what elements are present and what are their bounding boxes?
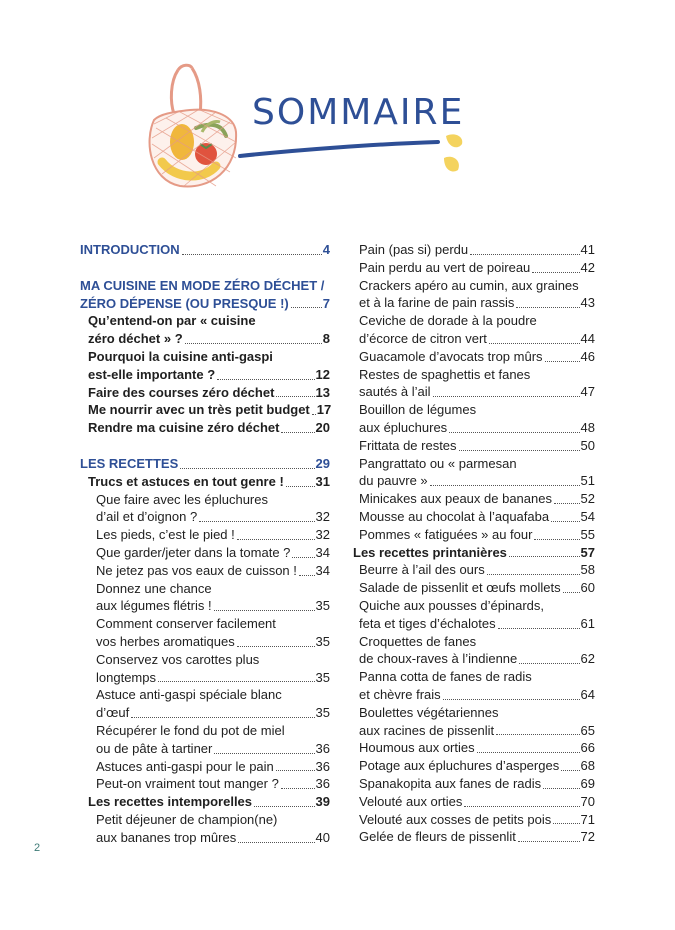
toc-label: Faire des courses zéro déchet xyxy=(88,384,275,400)
toc-page-number: 43 xyxy=(580,295,595,311)
dot-leader xyxy=(518,841,580,842)
toc-label: Pommes « fatiguées » au four xyxy=(359,526,533,542)
toc-label: d’œuf xyxy=(96,705,130,721)
toc-page-number: 31 xyxy=(315,473,330,489)
toc-item-line1[interactable]: Astuce anti-gaspi spéciale blanc xyxy=(96,687,282,703)
toc-label: Frittata de restes xyxy=(359,437,457,453)
dot-leader xyxy=(180,468,314,469)
toc-item[interactable] xyxy=(80,740,330,758)
toc-label: et chèvre frais xyxy=(359,686,441,702)
toc-page-number: 35 xyxy=(315,669,330,685)
toc-item[interactable] xyxy=(353,775,595,793)
toc-item[interactable] xyxy=(353,722,595,740)
toc-item-line1[interactable]: Comment conserver facilement xyxy=(96,616,276,632)
dot-leader xyxy=(214,610,315,611)
dot-leader xyxy=(449,432,579,433)
dot-leader xyxy=(217,379,314,380)
toc-page-number: 34 xyxy=(315,562,330,578)
toc-label: INTRODUCTION xyxy=(80,242,180,257)
toc-page-number: 57 xyxy=(580,544,595,560)
toc-item-line1[interactable]: Quiche aux pousses d’épinards, xyxy=(359,597,545,613)
toc-page-number: 35 xyxy=(315,633,330,649)
toc-item[interactable] xyxy=(80,758,330,776)
dot-leader xyxy=(292,557,314,558)
toc-label: longtemps xyxy=(96,669,156,685)
dot-leader xyxy=(496,734,579,735)
dot-leader xyxy=(554,503,580,504)
toc-label: Ne jetez pas vos eaux de cuisson ! xyxy=(96,562,297,578)
dot-leader xyxy=(281,788,315,789)
toc-item[interactable] xyxy=(80,508,330,526)
toc-item[interactable] xyxy=(353,828,595,846)
page-number: 2 xyxy=(34,842,41,854)
dot-leader xyxy=(477,752,580,753)
toc-item[interactable] xyxy=(353,526,595,544)
toc-section-recettes[interactable] xyxy=(80,455,330,473)
toc-page-number: 47 xyxy=(580,384,595,400)
toc-subsection-intemporelles[interactable] xyxy=(80,793,330,811)
dot-leader xyxy=(185,343,322,344)
mesh-bag-of-vegetables-icon xyxy=(140,62,250,192)
toc-item[interactable] xyxy=(353,579,595,597)
toc-label: Velouté aux orties xyxy=(359,793,463,809)
toc-item[interactable] xyxy=(80,330,330,348)
toc-page-number: 69 xyxy=(580,775,595,791)
toc-item[interactable] xyxy=(353,437,595,455)
toc-page-number: 70 xyxy=(580,793,595,809)
toc-entry-introduction[interactable] xyxy=(80,241,330,259)
toc-label: Mousse au chocolat à l’aquafaba xyxy=(359,508,550,524)
toc-section-cuisine-line1[interactable]: MA CUISINE EN MODE ZÉRO DÉCHET / xyxy=(80,277,325,293)
dot-leader xyxy=(182,254,322,255)
toc-item-line1[interactable]: Qu’entend-on par « cuisine xyxy=(88,313,256,329)
toc-item[interactable] xyxy=(80,384,330,402)
toc-label: Guacamole d’avocats trop mûrs xyxy=(359,348,543,364)
toc-label: Gelée de fleurs de pissenlit xyxy=(359,829,516,845)
toc-page-number: 35 xyxy=(315,598,330,614)
toc-item[interactable] xyxy=(80,366,330,384)
toc-item[interactable] xyxy=(80,669,330,687)
dot-leader xyxy=(551,521,579,522)
dot-leader xyxy=(545,361,580,362)
dot-leader xyxy=(237,646,315,647)
toc-item-line1[interactable]: Crackers apéro au cumin, aux graines xyxy=(359,277,579,293)
toc-item[interactable] xyxy=(80,704,330,722)
toc-page-number: 72 xyxy=(580,829,595,845)
dot-leader xyxy=(237,539,315,540)
dot-leader xyxy=(254,806,315,807)
toc-page-number: 7 xyxy=(322,295,330,311)
dot-leader xyxy=(312,414,316,415)
dot-leader xyxy=(131,717,314,718)
title-underline-swoosh xyxy=(236,136,442,162)
toc-label: Pain perdu au vert de poireau xyxy=(359,259,531,275)
toc-item[interactable] xyxy=(353,739,595,757)
toc-page-number: 35 xyxy=(315,705,330,721)
toc-page-number: 29 xyxy=(315,455,330,471)
toc-page-number: 61 xyxy=(580,615,595,631)
dot-leader xyxy=(498,628,580,629)
toc-label: Beurre à l’ail des ours xyxy=(359,562,485,578)
dot-leader xyxy=(553,823,579,824)
toc-label: Astuces anti-gaspi pour le pain xyxy=(96,758,274,774)
toc-page-number: 41 xyxy=(580,242,595,257)
toc-item[interactable] xyxy=(353,508,595,526)
dot-leader xyxy=(519,663,579,664)
toc-page-number: 17 xyxy=(316,402,332,418)
toc-item[interactable] xyxy=(353,793,595,811)
toc-label: Potage aux épluchures d’asperges xyxy=(359,758,560,774)
toc-label: vos herbes aromatiques xyxy=(96,633,235,649)
toc-item[interactable] xyxy=(80,597,330,615)
toc-label: zéro déchet » ? xyxy=(88,331,183,347)
toc-label: aux légumes flétris ! xyxy=(96,598,212,614)
toc-item[interactable] xyxy=(353,650,595,668)
toc-page-number: 36 xyxy=(315,740,330,756)
toc-item-line1[interactable]: Conservez vos carottes plus xyxy=(96,651,260,667)
toc-page-number: 13 xyxy=(315,384,330,400)
toc-item[interactable] xyxy=(353,811,595,829)
toc-item[interactable] xyxy=(80,544,330,562)
toc-label: Rendre ma cuisine zéro déchet xyxy=(88,420,280,436)
toc-page-number: 64 xyxy=(580,686,595,702)
toc-right-column xyxy=(353,241,595,846)
dot-leader xyxy=(158,681,315,682)
toc-item-line1[interactable]: Récupérer le fond du pot de miel xyxy=(96,722,285,738)
dot-leader xyxy=(238,842,314,843)
toc-page-number: 50 xyxy=(580,437,595,453)
toc-item-line1[interactable]: Petit déjeuner de champion(ne) xyxy=(96,811,278,827)
toc-item[interactable] xyxy=(80,419,330,437)
toc-item[interactable] xyxy=(353,419,595,437)
toc-page-number: 58 xyxy=(580,562,595,578)
toc-label: sautés à l’ail xyxy=(359,384,431,400)
toc-item[interactable] xyxy=(80,633,330,651)
dot-leader xyxy=(532,272,579,273)
toc-label: Velouté aux cosses de petits pois xyxy=(359,811,552,827)
toc-label: aux épluchures xyxy=(359,419,448,435)
toc-item[interactable] xyxy=(353,241,595,259)
toc-item-line1[interactable]: Boulettes végétariennes xyxy=(359,704,499,720)
toc-item-line1[interactable]: Pourquoi la cuisine anti-gaspi xyxy=(88,348,273,364)
dot-leader xyxy=(543,788,579,789)
toc-page-number: 36 xyxy=(315,758,330,774)
toc-item-line1[interactable]: Donnez une chance xyxy=(96,580,212,596)
toc-label: ou de pâte à tartiner xyxy=(96,740,213,756)
toc-item[interactable] xyxy=(353,294,595,312)
dot-leader xyxy=(561,770,579,771)
toc-label: Les pieds, c’est le pied ! xyxy=(96,527,235,543)
toc-page-number: 66 xyxy=(580,740,595,756)
dot-leader xyxy=(489,343,580,344)
toc-item-line1[interactable]: Que faire avec les épluchures xyxy=(96,491,268,507)
dot-leader xyxy=(299,575,315,576)
toc-page-number: 39 xyxy=(315,794,330,810)
toc-item-line1[interactable]: Bouillon de légumes xyxy=(359,402,477,418)
toc-label: d’ail et d’oignon ? xyxy=(96,509,198,525)
toc-item[interactable] xyxy=(80,775,330,793)
toc-page-number: 36 xyxy=(315,776,330,792)
toc-page-number: 8 xyxy=(322,331,330,347)
toc-page-number: 40 xyxy=(315,829,330,845)
toc-item-line1[interactable]: Ceviche de dorade à la poudre xyxy=(359,313,537,329)
toc-label: Que garder/jeter dans la tomate ? xyxy=(96,544,291,560)
toc-page-number: 71 xyxy=(580,811,595,827)
toc-label: Les recettes intemporelles xyxy=(88,794,253,810)
toc-page-number: 34 xyxy=(315,544,330,560)
dot-leader xyxy=(459,450,580,451)
toc-label: Minicakes aux peaux de bananes xyxy=(359,491,552,507)
toc-item[interactable] xyxy=(353,330,595,348)
dot-leader xyxy=(470,254,579,255)
toc-page-number: 60 xyxy=(580,580,595,596)
dot-leader xyxy=(487,574,580,575)
toc-label: est-elle importante ? xyxy=(88,366,216,382)
toc-label: du pauvre » xyxy=(359,473,428,489)
lemon-slices-icon xyxy=(440,130,470,180)
toc-page-number: 12 xyxy=(315,366,330,382)
toc-item-line1[interactable]: Pangrattato ou « parmesan xyxy=(359,455,517,471)
dot-leader xyxy=(563,592,580,593)
toc-page-number: 51 xyxy=(580,473,595,489)
page-title: SOMMAIRE xyxy=(252,92,465,133)
toc-label: feta et tiges d’échalotes xyxy=(359,615,496,631)
toc-left-column xyxy=(80,241,330,847)
dot-leader xyxy=(286,486,315,487)
dot-leader xyxy=(443,699,580,700)
dot-leader xyxy=(464,806,579,807)
toc-label: aux racines de pissenlit xyxy=(359,722,495,738)
dot-leader xyxy=(291,307,322,308)
dot-leader xyxy=(276,396,314,397)
toc-label: Peut-on vraiment tout manger ? xyxy=(96,776,279,792)
toc-page-number: 32 xyxy=(315,509,330,525)
toc-page-number: 68 xyxy=(580,758,595,774)
toc-page-number: 32 xyxy=(315,527,330,543)
toc-item-line1[interactable]: Croquettes de fanes xyxy=(359,633,477,649)
dot-leader xyxy=(276,770,315,771)
dot-leader xyxy=(199,521,314,522)
toc-item[interactable] xyxy=(353,348,595,366)
toc-item[interactable] xyxy=(353,383,595,401)
toc-label: et à la farine de pain rassis xyxy=(359,295,515,311)
toc-item[interactable] xyxy=(353,472,595,490)
toc-page-number: 55 xyxy=(580,526,595,542)
toc-page-number: 62 xyxy=(580,651,595,667)
toc-label: ZÉRO DÉPENSE (OU PRESQUE !) xyxy=(80,295,289,311)
toc-page-number: 46 xyxy=(580,348,595,364)
toc-item-line1[interactable]: Restes de spaghettis et fanes xyxy=(359,366,531,382)
toc-subsection-printanieres[interactable] xyxy=(353,544,595,562)
toc-page-number: 52 xyxy=(580,491,595,507)
dot-leader xyxy=(281,432,314,433)
toc-item[interactable] xyxy=(353,561,595,579)
toc-label: d’écorce de citron vert xyxy=(359,330,487,346)
toc-label: Trucs et astuces en tout genre ! xyxy=(88,473,284,489)
toc-label: LES RECETTES xyxy=(80,455,179,471)
toc-label: de choux-raves à l’indienne xyxy=(359,651,518,667)
dot-leader xyxy=(534,539,579,540)
toc-item[interactable] xyxy=(353,686,595,704)
toc-subsection-trucs[interactable] xyxy=(80,473,330,491)
dot-leader xyxy=(509,556,580,557)
dot-leader xyxy=(516,307,579,308)
toc-item[interactable] xyxy=(80,829,330,847)
toc-page-number: 44 xyxy=(580,330,595,346)
toc-page-number: 54 xyxy=(580,508,595,524)
toc-page-number: 65 xyxy=(580,722,595,738)
toc-page-number: 42 xyxy=(580,259,595,275)
toc-item[interactable] xyxy=(80,562,330,580)
toc-label: Me nourrir avec un très petit budget xyxy=(88,402,310,418)
toc-label: Les recettes printanières xyxy=(353,544,507,560)
toc-item-line1[interactable]: Panna cotta de fanes de radis xyxy=(359,669,532,685)
toc-item[interactable] xyxy=(353,757,595,775)
dot-leader xyxy=(214,753,314,754)
toc-item[interactable] xyxy=(353,615,595,633)
toc-item[interactable] xyxy=(353,259,595,277)
toc-item[interactable] xyxy=(80,401,330,419)
toc-label: Pain (pas si) perdu xyxy=(359,242,469,257)
toc-section-cuisine[interactable] xyxy=(80,295,330,313)
toc-page-number: 20 xyxy=(315,420,330,436)
toc-item[interactable] xyxy=(353,490,595,508)
toc-label: Spanakopita aux fanes de radis xyxy=(359,775,542,791)
toc-label: aux bananes trop mûres xyxy=(96,829,237,845)
toc-item[interactable] xyxy=(80,526,330,544)
toc-page-number: 4 xyxy=(322,242,330,257)
toc-page-number: 48 xyxy=(580,419,595,435)
dot-leader xyxy=(433,396,580,397)
toc-label: Houmous aux orties xyxy=(359,740,475,756)
dot-leader xyxy=(430,485,580,486)
toc-label: Salade de pissenlit et œufs mollets xyxy=(359,580,561,596)
